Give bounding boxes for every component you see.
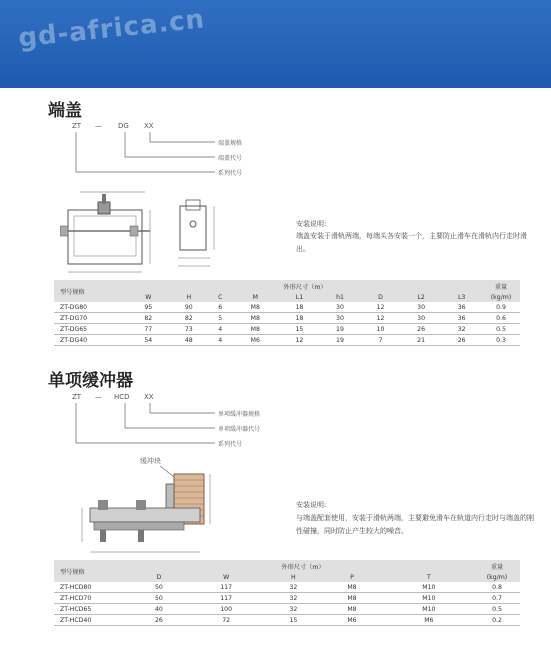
- table-cell: M10: [384, 593, 474, 604]
- table-cell: 32: [266, 604, 320, 615]
- table-cell: 18: [279, 313, 320, 324]
- buffer-spec-table: [54, 560, 520, 626]
- end-cap-spec-table: [54, 280, 520, 346]
- table-cell: M8: [320, 604, 383, 615]
- table-header-model: 型号规格: [54, 560, 132, 582]
- end-cap-drawing: [60, 186, 280, 276]
- watermark: gd-africa.cn: [16, 4, 207, 54]
- header-banner: [0, 0, 551, 88]
- table-row: [54, 335, 520, 346]
- table-col-header: P: [320, 572, 383, 582]
- table-cell: 30: [320, 313, 361, 324]
- table-cell-weight: 0.8: [474, 582, 520, 593]
- table-cell: M8: [231, 324, 279, 335]
- code-label-type: 单项缓冲器代号: [218, 426, 261, 433]
- table-cell: 15: [279, 324, 320, 335]
- table-cell: 77: [128, 324, 169, 335]
- code-label-spec: 单项缓冲器规格: [218, 411, 261, 418]
- table-cell: 117: [186, 582, 267, 593]
- table-cell: 30: [320, 302, 361, 313]
- table-col-header: D: [132, 572, 186, 582]
- table-cell: 32: [266, 593, 320, 604]
- table-cell: 12: [360, 302, 401, 313]
- code-prefix: ZT: [72, 393, 82, 401]
- table-cell: M6: [384, 615, 474, 626]
- table-cell-weight: 0.2: [474, 615, 520, 626]
- table-cell: M10: [384, 604, 474, 615]
- table-cell: M8: [320, 582, 383, 593]
- table-col-header: M: [231, 292, 279, 302]
- install-title-buffer: 安装说明:: [296, 501, 327, 509]
- table-cell-model: ZT-HCD80: [54, 582, 132, 593]
- table-cell: 73: [169, 324, 210, 335]
- code-label-spec: 端盖规格: [218, 140, 243, 147]
- table-col-header: T: [384, 572, 474, 582]
- table-cell: 26: [441, 335, 482, 346]
- table-col-header: L1: [279, 292, 320, 302]
- install-title-end-cap: 安装说明:: [296, 220, 327, 228]
- table-row: [54, 593, 520, 604]
- table-cell: 15: [266, 615, 320, 626]
- table-cell: 18: [279, 302, 320, 313]
- table-cell: M8: [320, 593, 383, 604]
- table-cell: 82: [169, 313, 210, 324]
- code-label-series: 系列代号: [218, 441, 243, 448]
- table-col-header: L2: [401, 292, 442, 302]
- table-row: [54, 324, 520, 335]
- install-text-end-cap: 端盖安装于滑轨两端，每端头各安装一个，主要防止滑车在滑轨内行走时滑出。: [296, 232, 527, 253]
- table-cell: 10: [360, 324, 401, 335]
- section-title-buffer: 单项缓冲器: [48, 371, 133, 391]
- table-cell-weight: 0.5: [482, 324, 520, 335]
- table-cell: 50: [132, 582, 186, 593]
- code-type: HCD: [114, 393, 130, 401]
- code-dash: —: [95, 122, 102, 130]
- table-cell: 4: [209, 324, 231, 335]
- table-cell-model: ZT-HCD40: [54, 615, 132, 626]
- table-cell-model: ZT-DG65: [54, 324, 128, 335]
- install-text-buffer: 与端盖配套使用，安装于滑轨两端，主要避免滑车在轨道内行走时与端盖的刚性碰撞，同时防止产生较大的噪音。: [296, 514, 534, 535]
- table-cell: 30: [401, 302, 442, 313]
- table-cell: M6: [320, 615, 383, 626]
- table-cell: 4: [209, 335, 231, 346]
- table-header-weight: 重量: [482, 280, 520, 292]
- code-size: XX: [144, 393, 154, 401]
- table-cell: 12: [360, 313, 401, 324]
- table-header-weight: 重量: [474, 560, 520, 572]
- table-cell: 36: [441, 302, 482, 313]
- code-leader-lines: [70, 128, 230, 184]
- table-row: [54, 582, 520, 593]
- table-cell: 21: [401, 335, 442, 346]
- code-label-series: 系列代号: [218, 170, 243, 177]
- table-cell: 54: [128, 335, 169, 346]
- table-cell-model: ZT-HCD65: [54, 604, 132, 615]
- table-cell: 12: [279, 335, 320, 346]
- table-cell: 40: [132, 604, 186, 615]
- table-cell-weight: 0.6: [482, 313, 520, 324]
- code-label-type: 端盖代号: [218, 155, 243, 162]
- table-cell: 30: [401, 313, 442, 324]
- code-type: DG: [118, 122, 129, 130]
- table-row: [54, 313, 520, 324]
- buffer-drawing: [70, 462, 230, 560]
- table-cell: 48: [169, 335, 210, 346]
- code-prefix: ZT: [72, 122, 82, 130]
- table-cell: 32: [441, 324, 482, 335]
- table-cell: 117: [186, 593, 267, 604]
- table-col-header: W: [128, 292, 169, 302]
- table-col-header: H: [169, 292, 210, 302]
- table-cell: 90: [169, 302, 210, 313]
- code-leader-lines: [70, 399, 230, 455]
- table-cell: 82: [128, 313, 169, 324]
- buffer-block-label: 缓冲块: [140, 457, 161, 465]
- table-cell: M8: [231, 313, 279, 324]
- table-cell: 19: [320, 335, 361, 346]
- table-header-weight-unit: (kg/m): [474, 572, 520, 582]
- table-cell-weight: 0.9: [482, 302, 520, 313]
- table-cell: 50: [132, 593, 186, 604]
- table-header-weight-unit: (kg/m): [482, 292, 520, 302]
- code-dash: —: [95, 393, 102, 401]
- table-col-header: L3: [441, 292, 482, 302]
- table-cell-model: ZT-DG80: [54, 302, 128, 313]
- table-cell: 26: [401, 324, 442, 335]
- table-cell: M6: [231, 335, 279, 346]
- table-col-header: h1: [320, 292, 361, 302]
- section-title-end-cap: 端盖: [48, 101, 82, 121]
- table-cell: 72: [186, 615, 267, 626]
- table-row: [54, 615, 520, 626]
- table-header-dims: 外形尺寸（m）: [132, 560, 474, 572]
- table-cell-model: ZT-HCD70: [54, 593, 132, 604]
- table-row: [54, 604, 520, 615]
- table-cell: 6: [209, 302, 231, 313]
- table-cell: 100: [186, 604, 267, 615]
- table-cell: 5: [209, 313, 231, 324]
- table-cell: M8: [231, 302, 279, 313]
- table-row: [54, 302, 520, 313]
- table-cell-weight: 0.5: [474, 604, 520, 615]
- table-cell: 7: [360, 335, 401, 346]
- table-cell-model: ZT-DG40: [54, 335, 128, 346]
- code-size: XX: [144, 122, 154, 130]
- table-cell: 36: [441, 313, 482, 324]
- table-cell: 19: [320, 324, 361, 335]
- table-cell: 26: [132, 615, 186, 626]
- table-col-header: C: [209, 292, 231, 302]
- table-cell: 32: [266, 582, 320, 593]
- table-col-header: H: [266, 572, 320, 582]
- table-header-dims: 外形尺寸（m）: [128, 280, 482, 292]
- table-cell-weight: 0.7: [474, 593, 520, 604]
- table-header-model: 型号规格: [54, 280, 128, 302]
- table-cell: 95: [128, 302, 169, 313]
- table-cell-model: ZT-DG70: [54, 313, 128, 324]
- table-cell: M10: [384, 582, 474, 593]
- table-cell-weight: 0.3: [482, 335, 520, 346]
- table-col-header: W: [186, 572, 267, 582]
- table-col-header: D: [360, 292, 401, 302]
